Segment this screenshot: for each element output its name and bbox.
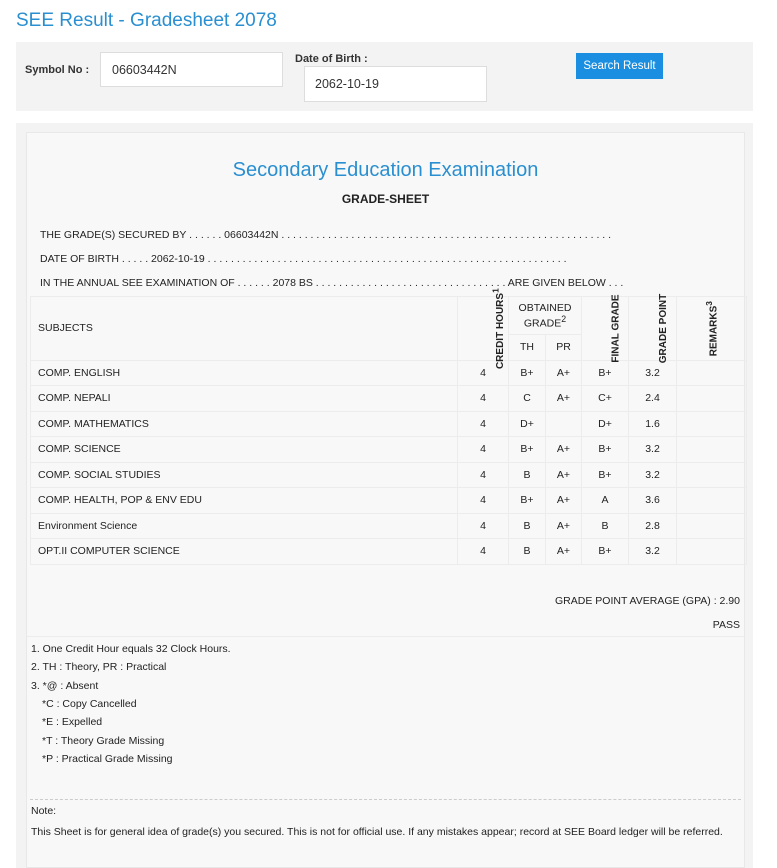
grade-point-cell: 1.6: [629, 411, 677, 437]
table-row: [31, 488, 747, 514]
table-row: [31, 513, 747, 539]
subject-cell: COMP. ENGLISH: [31, 360, 458, 386]
final-grade-cell: D+: [582, 411, 629, 437]
gradesheet-subtitle: GRADE-SHEET: [341, 192, 430, 206]
note-text: This Sheet is for general idea of grade(s) you secured. This is not for official use. If any mistakes appear; record at SEE Board ledger will be referred.: [31, 826, 723, 838]
practical-grade-cell: A+: [546, 386, 582, 412]
remarks-cell: [677, 360, 747, 386]
gradesheet: [26, 132, 745, 868]
grade-point-cell: 3.2: [629, 539, 677, 565]
remarks-cell: [677, 437, 747, 463]
note-divider: [30, 799, 741, 800]
practical-grade-cell: A+: [546, 488, 582, 514]
practical-grade-cell: A+: [546, 437, 582, 463]
table-row: [31, 539, 747, 565]
grade-point-cell: 3.2: [629, 437, 677, 463]
symbol-no-label: Symbol No :: [25, 64, 90, 76]
subject-cell: COMP. HEALTH, POP & ENV EDU: [31, 488, 458, 514]
subjects-header: SUBJECTS: [31, 297, 458, 361]
symbol-no-input[interactable]: [100, 52, 283, 87]
table-row: [31, 386, 747, 412]
page-title: SEE Result - Gradesheet 2078: [16, 10, 277, 31]
exam-title: Secondary Education Examination: [232, 159, 539, 181]
subject-cell: COMP. MATHEMATICS: [31, 411, 458, 437]
practical-grade-cell: A+: [546, 360, 582, 386]
remarks-cell: [677, 386, 747, 412]
footnote-2: 2. TH : Theory, PR : Practical: [31, 661, 167, 673]
grade-point-cell: 3.6: [629, 488, 677, 514]
theory-grade-cell: B: [509, 539, 546, 565]
final-grade-cell: B+: [582, 539, 629, 565]
credit-hours-cell: 4: [458, 513, 509, 539]
divider: [27, 636, 744, 637]
theory-grade-cell: C: [509, 386, 546, 412]
theory-grade-cell: D+: [509, 411, 546, 437]
gradesheet-container: [16, 123, 753, 868]
grade-point-cell: 2.8: [629, 513, 677, 539]
remarks-cell: [677, 539, 747, 565]
table-row: [31, 411, 747, 437]
credit-hours-cell: 4: [458, 386, 509, 412]
footnote-theory-missing: *T : Theory Grade Missing: [42, 735, 165, 747]
search-result-button[interactable]: Search Result: [576, 53, 663, 79]
remarks-header: REMARKS$^3$: [677, 297, 747, 361]
date-of-birth-line: DATE OF BIRTH . . . . . 2062-10-19 . . . . . . . . . . . . . . . . . . . . . . . . . . . . . . . . . . . . . . . . . . . . . . . . . . . . . . . . . . . . . .: [40, 253, 567, 265]
footnote-expelled: *E : Expelled: [42, 716, 103, 728]
footnote-practical-missing: *P : Practical Grade Missing: [42, 753, 173, 765]
remarks-cell: [677, 462, 747, 488]
annual-exam-line: IN THE ANNUAL SEE EXAMINATION OF . . . . . . 2078 BS . . . . . . . . . . . . . . . . . . . . . . . . . . . . . . . . . ARE GIVEN BELOW . . .: [40, 277, 624, 289]
result-status: PASS: [712, 619, 740, 631]
final-grade-cell: A: [582, 488, 629, 514]
grade-point-cell: 3.2: [629, 360, 677, 386]
gpa-value: GRADE POINT AVERAGE (GPA) : 2.90: [555, 595, 740, 607]
footnote-1: 1. One Credit Hour equals 32 Clock Hours.: [31, 643, 231, 655]
subject-cell: COMP. NEPALI: [31, 386, 458, 412]
practical-grade-cell: A+: [546, 513, 582, 539]
note-label: Note:: [31, 805, 57, 817]
grade-point-cell: 2.4: [629, 386, 677, 412]
credit-hours-cell: 4: [458, 411, 509, 437]
theory-grade-cell: B+: [509, 360, 546, 386]
practical-grade-cell: [546, 411, 582, 437]
credit-hours-cell: 4: [458, 488, 509, 514]
subject-cell: COMP. SOCIAL STUDIES: [31, 462, 458, 488]
th-header: TH: [509, 335, 546, 361]
credit-hours-header: CREDIT HOURS$^1$: [458, 297, 509, 361]
grades-secured-by-line: THE GRADE(S) SECURED BY . . . . . . 06603442N . . . . . . . . . . . . . . . . . . . . . . . . . . . . . . . . . . . . . . . . . . . . . . . . . . . . . . . . .: [40, 229, 612, 241]
credit-hours-cell: 4: [458, 437, 509, 463]
footnote-3: 3. *@ : Absent: [31, 680, 99, 692]
theory-grade-cell: B: [509, 513, 546, 539]
subject-cell: Environment Science: [31, 513, 458, 539]
credit-hours-cell: 4: [458, 539, 509, 565]
search-panel: [16, 42, 753, 111]
final-grade-cell: B+: [582, 462, 629, 488]
theory-grade-cell: B: [509, 462, 546, 488]
pr-header: PR: [546, 335, 582, 361]
grades-table: [30, 287, 747, 565]
remarks-cell: [677, 513, 747, 539]
subject-cell: OPT.II COMPUTER SCIENCE: [31, 539, 458, 565]
theory-grade-cell: B+: [509, 437, 546, 463]
credit-hours-cell: 4: [458, 360, 509, 386]
table-row: [31, 360, 747, 386]
credit-hours-cell: 4: [458, 462, 509, 488]
obtained-grade-header: OBTAINED GRADE$^2$: [509, 297, 582, 335]
practical-grade-cell: A+: [546, 462, 582, 488]
remarks-cell: [677, 411, 747, 437]
grade-point-cell: 3.2: [629, 462, 677, 488]
table-row: [31, 462, 747, 488]
theory-grade-cell: B+: [509, 488, 546, 514]
final-grade-header: FINAL GRADE: [582, 297, 629, 361]
date-of-birth-label: Date of Birth :: [295, 53, 368, 65]
final-grade-cell: C+: [582, 386, 629, 412]
footnote-copy-cancelled: *C : Copy Cancelled: [42, 698, 137, 710]
final-grade-cell: B+: [582, 360, 629, 386]
remarks-cell: [677, 488, 747, 514]
grade-point-header: GRADE POINT: [629, 297, 677, 361]
date-of-birth-input[interactable]: [304, 66, 487, 102]
final-grade-cell: B+: [582, 437, 629, 463]
final-grade-cell: B: [582, 513, 629, 539]
table-row: [31, 437, 747, 463]
subject-cell: COMP. SCIENCE: [31, 437, 458, 463]
practical-grade-cell: A+: [546, 539, 582, 565]
